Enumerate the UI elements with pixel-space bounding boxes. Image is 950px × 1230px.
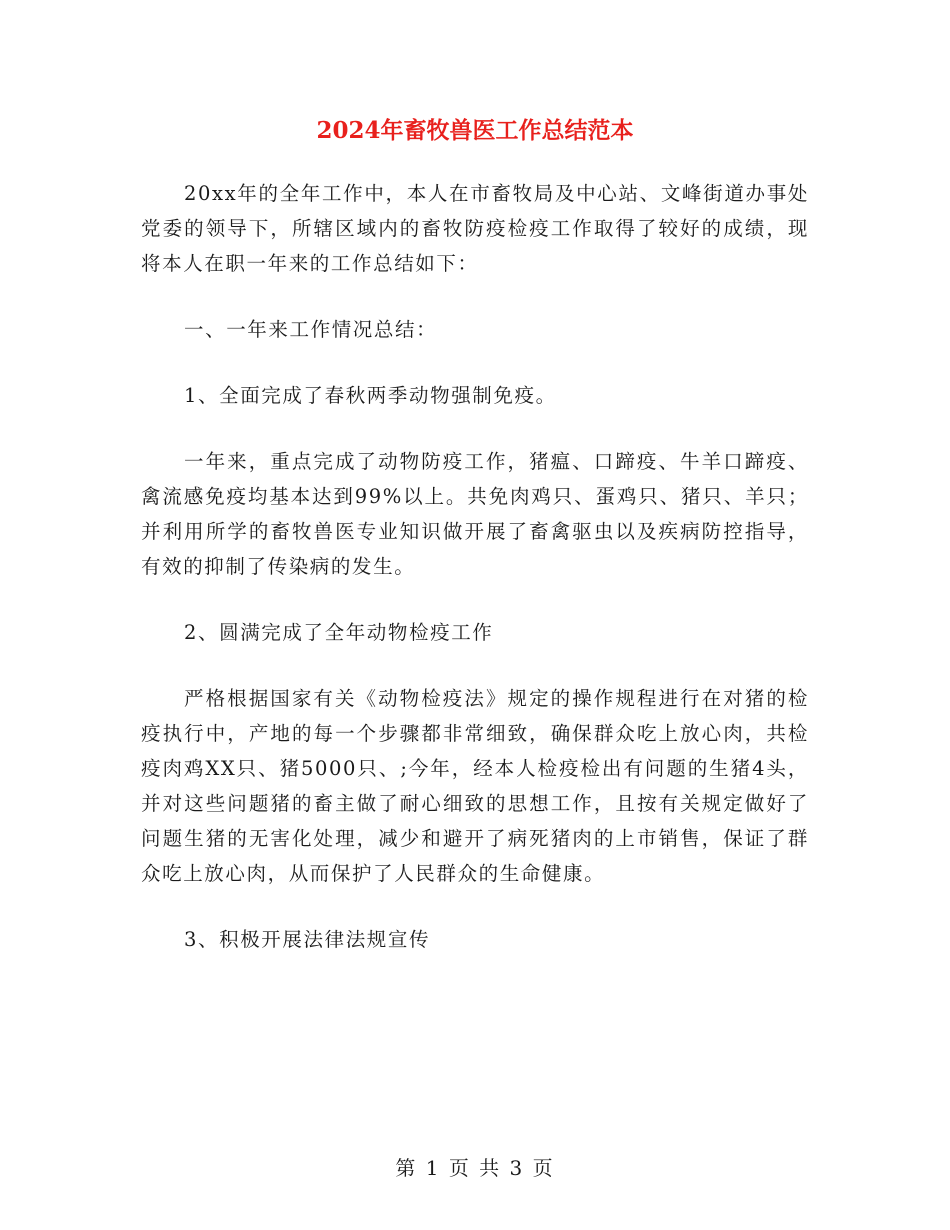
item-heading-2: 2、圆满完成了全年动物检疫工作 — [184, 621, 494, 644]
document-title: 2024年畜牧兽医工作总结范本 — [316, 117, 634, 144]
page-footer: 第 1 页 共 3 页 — [395, 1156, 555, 1180]
document-body — [141, 176, 809, 988]
section-heading-1: 一、一年来工作情况总结： — [184, 318, 438, 341]
item-paragraph-2: 严格根据国家有关《动物检疫法》规定的操作规程进行在对猪的检疫执行中，产地的每一个步骤都非常细致，确保群众吃上放心肉，共检疫肉鸡XX只、猪5000只、;今年，经本人检疫检出有问题的生猪4头，并对这些问题猪的畜主做了耐心细致的思想工作，且按有关规定做好了问题生猪的无害化处理，减少和避开了病死猪肉的上市销售，保证了群众吃上放心肉，从而保护了人民群众的生命健康。 — [141, 687, 809, 885]
intro-paragraph: 20xx年的全年工作中，本人在市畜牧局及中心站、文峰街道办事处党委的领导下，所辖区域内的畜牧防疫检疫工作取得了较好的成绩，现将本人在职一年来的工作总结如下： — [141, 182, 809, 275]
item-heading-3: 3、积极开展法律法规宣传 — [184, 928, 431, 951]
item-heading-1: 1、全面完成了春秋两季动物强制免疫。 — [184, 384, 557, 407]
item-paragraph-1: 一年来，重点完成了动物防疫工作，猪瘟、口蹄疫、牛羊口蹄疫、禽流感免疫均基本达到99%以上。共免肉鸡只、蛋鸡只、猪只、羊只；并利用所学的畜牧兽医专业知识做开展了畜禽驱虫以及疾病防控指导，有效的抑制了传染病的发生。 — [141, 450, 809, 578]
